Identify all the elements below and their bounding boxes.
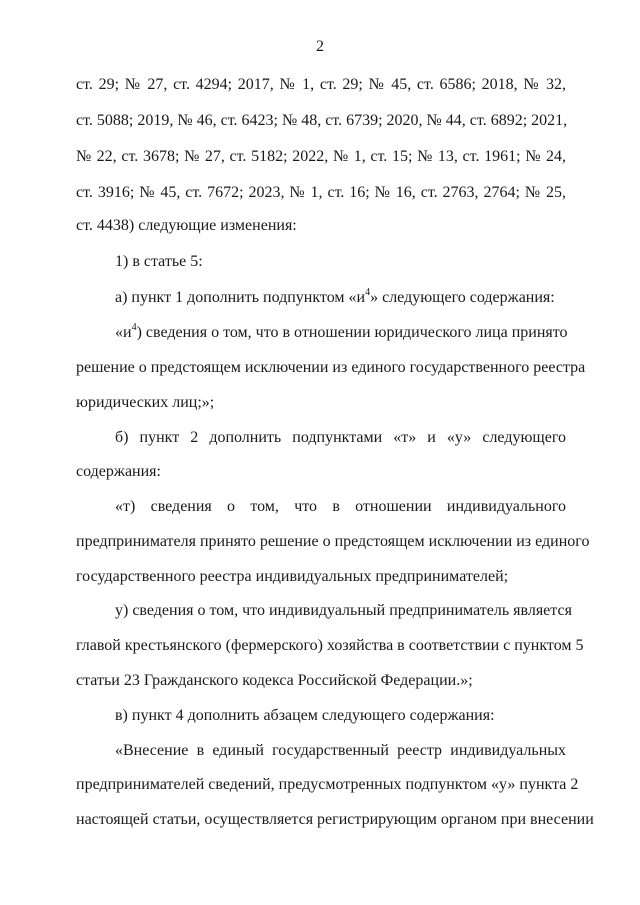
text-line: б) пункт 2 дополнить подпунктами «т» и «у» следующего bbox=[115, 429, 566, 446]
text-line: главой крестьянского (фермерского) хозяйства в соответствии с пунктом 5 bbox=[76, 637, 584, 654]
text-line: «$и^4$) сведения о том, что в отношении юридического лица принято bbox=[115, 321, 568, 341]
text-line: содержания: bbox=[76, 463, 161, 480]
text-line: настоящей статьи, осуществляется регистрирующим органом при внесении bbox=[76, 811, 594, 828]
superscript: 4 bbox=[131, 321, 137, 333]
superscript: 4 bbox=[365, 286, 371, 298]
text-line: предпринимателей сведений, предусмотренных подпунктом «у» пункта 2 bbox=[76, 776, 579, 793]
text-line: а) пункт 1 дополнить подпунктом «$и^4$» следующего содержания: bbox=[115, 286, 555, 306]
page-number: 2 bbox=[316, 38, 324, 55]
text-line: ст. 29; № 27, ст. 4294; 2017, № 1, ст. 29; № 45, ст. 6586; 2018, № 32, bbox=[76, 76, 566, 93]
text-line: «т) сведения о том, что в отношении индивидуального bbox=[115, 498, 566, 515]
text-line: в) пункт 4 дополнить абзацем следующего содержания: bbox=[115, 707, 495, 724]
text-line: решение о предстоящем исключении из единого государственного реестра bbox=[76, 359, 586, 376]
text-line: юридических лиц;»; bbox=[76, 394, 215, 411]
text-line: у) сведения о том, что индивидуальный предприниматель является bbox=[115, 602, 572, 619]
text-line: ст. 5088; 2019, № 46, ст. 6423; № 48, ст. 6739; 2020, № 44, ст. 6892; 2021, bbox=[76, 112, 568, 129]
text-line: ст. 3916; № 45, ст. 7672; 2023, № 1, ст. 16; № 16, ст. 2763, 2764; № 25, bbox=[76, 184, 566, 201]
text-line: № 22, ст. 3678; № 27, ст. 5182; 2022, № 1, ст. 15; № 13, ст. 1961; № 24, bbox=[76, 148, 566, 165]
text-line: государственного реестра индивидуальных предпринимателей; bbox=[76, 568, 509, 585]
text-line: «Внесение в единый государственный реестр индивидуальных bbox=[115, 742, 566, 759]
text-line: статьи 23 Гражданского кодекса Российской Федерации.»; bbox=[76, 672, 473, 689]
text-line: ст. 4438) следующие изменения: bbox=[76, 217, 297, 234]
text-line: предпринимателя принято решение о предстоящем исключении из единого bbox=[76, 533, 590, 550]
list-item-heading: 1) в статье 5: bbox=[115, 253, 203, 270]
